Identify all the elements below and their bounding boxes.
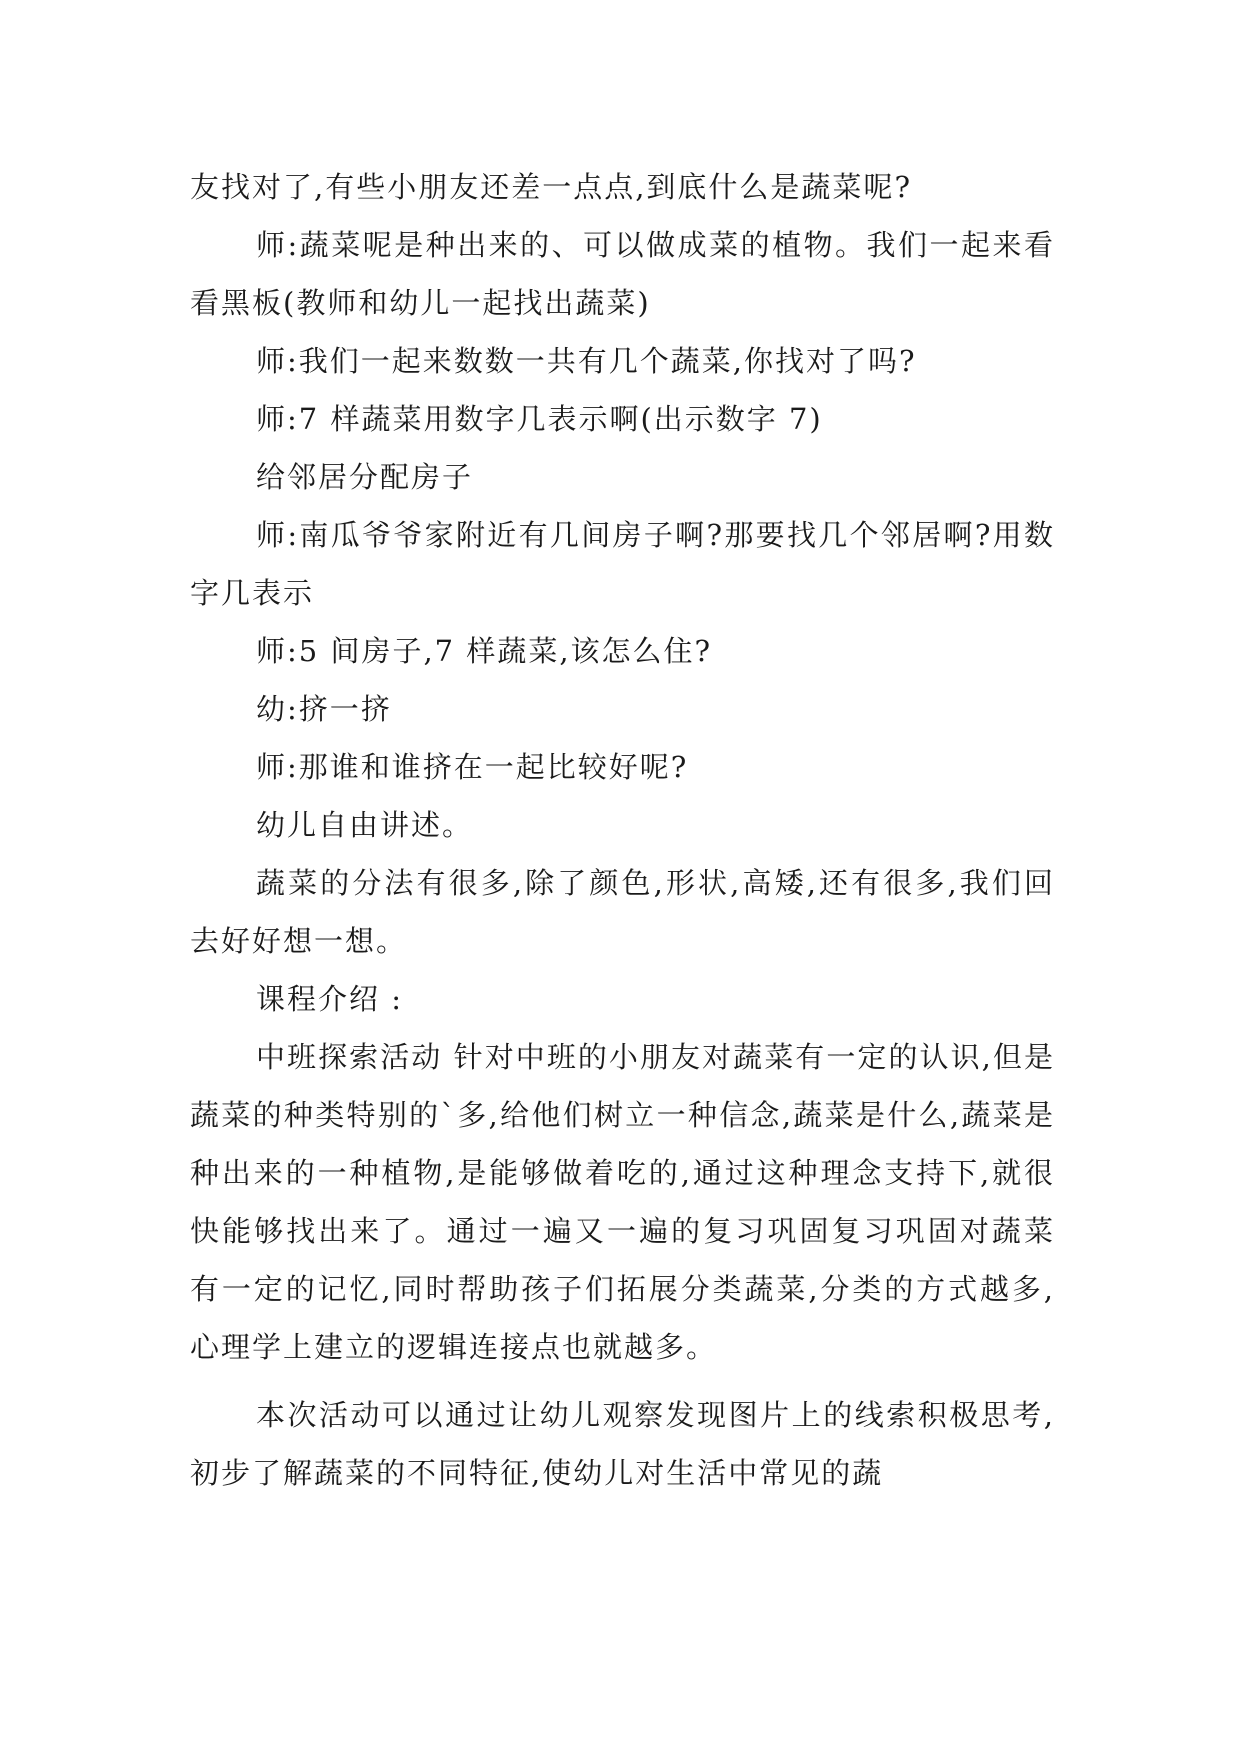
document-body xyxy=(190,158,1055,1502)
paragraph-14: 本次活动可以通过让幼儿观察发现图片上的线索积极思考,初步了解蔬菜的不同特征,使幼儿对生活中常见的蔬 xyxy=(190,1398,1055,1490)
paragraph-1: 友找对了,有些小朋友还差一点点,到底什么是蔬菜呢? xyxy=(190,170,912,204)
paragraph-11: 蔬菜的分法有很多,除了颜色,形状,高矮,还有很多,我们回去好好想一想。 xyxy=(190,866,1055,958)
paragraph-7: 师:5 间房子,7 样蔬菜,该怎么住? xyxy=(256,634,713,668)
paragraph-8: 幼:挤一挤 xyxy=(256,692,392,726)
paragraph-13: 中班探索活动 针对中班的小朋友对蔬菜有一定的认识,但是蔬菜的种类特别的`多,给他们树立一种信念,蔬菜是什么,蔬菜是种出来的一种植物,是能够做着吃的,通过这种理念支持下,就很快能够找出来了。通过一遍又一遍的复习巩固复习巩固对蔬菜有一定的记忆,同时帮助孩子们拓展分类蔬菜,分类的方式越多,心理学上建立的逻辑连接点也就越多。 xyxy=(190,1040,1055,1364)
paragraph-5: 给邻居分配房子 xyxy=(256,460,474,494)
paragraph-4: 师:7 样蔬菜用数字几表示啊(出示数字 7) xyxy=(256,402,823,436)
paragraph-10: 幼儿自由讲述。 xyxy=(256,808,474,842)
paragraph-9: 师:那谁和谁挤在一起比较好呢? xyxy=(256,750,689,784)
paragraph-3: 师:我们一起来数数一共有几个蔬菜,你找对了吗? xyxy=(256,344,917,378)
paragraph-6: 师:南瓜爷爷家附近有几间房子啊?那要找几个邻居啊?用数字几表示 xyxy=(190,518,1055,610)
paragraph-2: 师:蔬菜呢是种出来的、可以做成菜的植物。我们一起来看看黑板(教师和幼儿一起找出蔬菜) xyxy=(190,228,1055,320)
paragraph-12: 课程介绍 : xyxy=(256,982,403,1016)
